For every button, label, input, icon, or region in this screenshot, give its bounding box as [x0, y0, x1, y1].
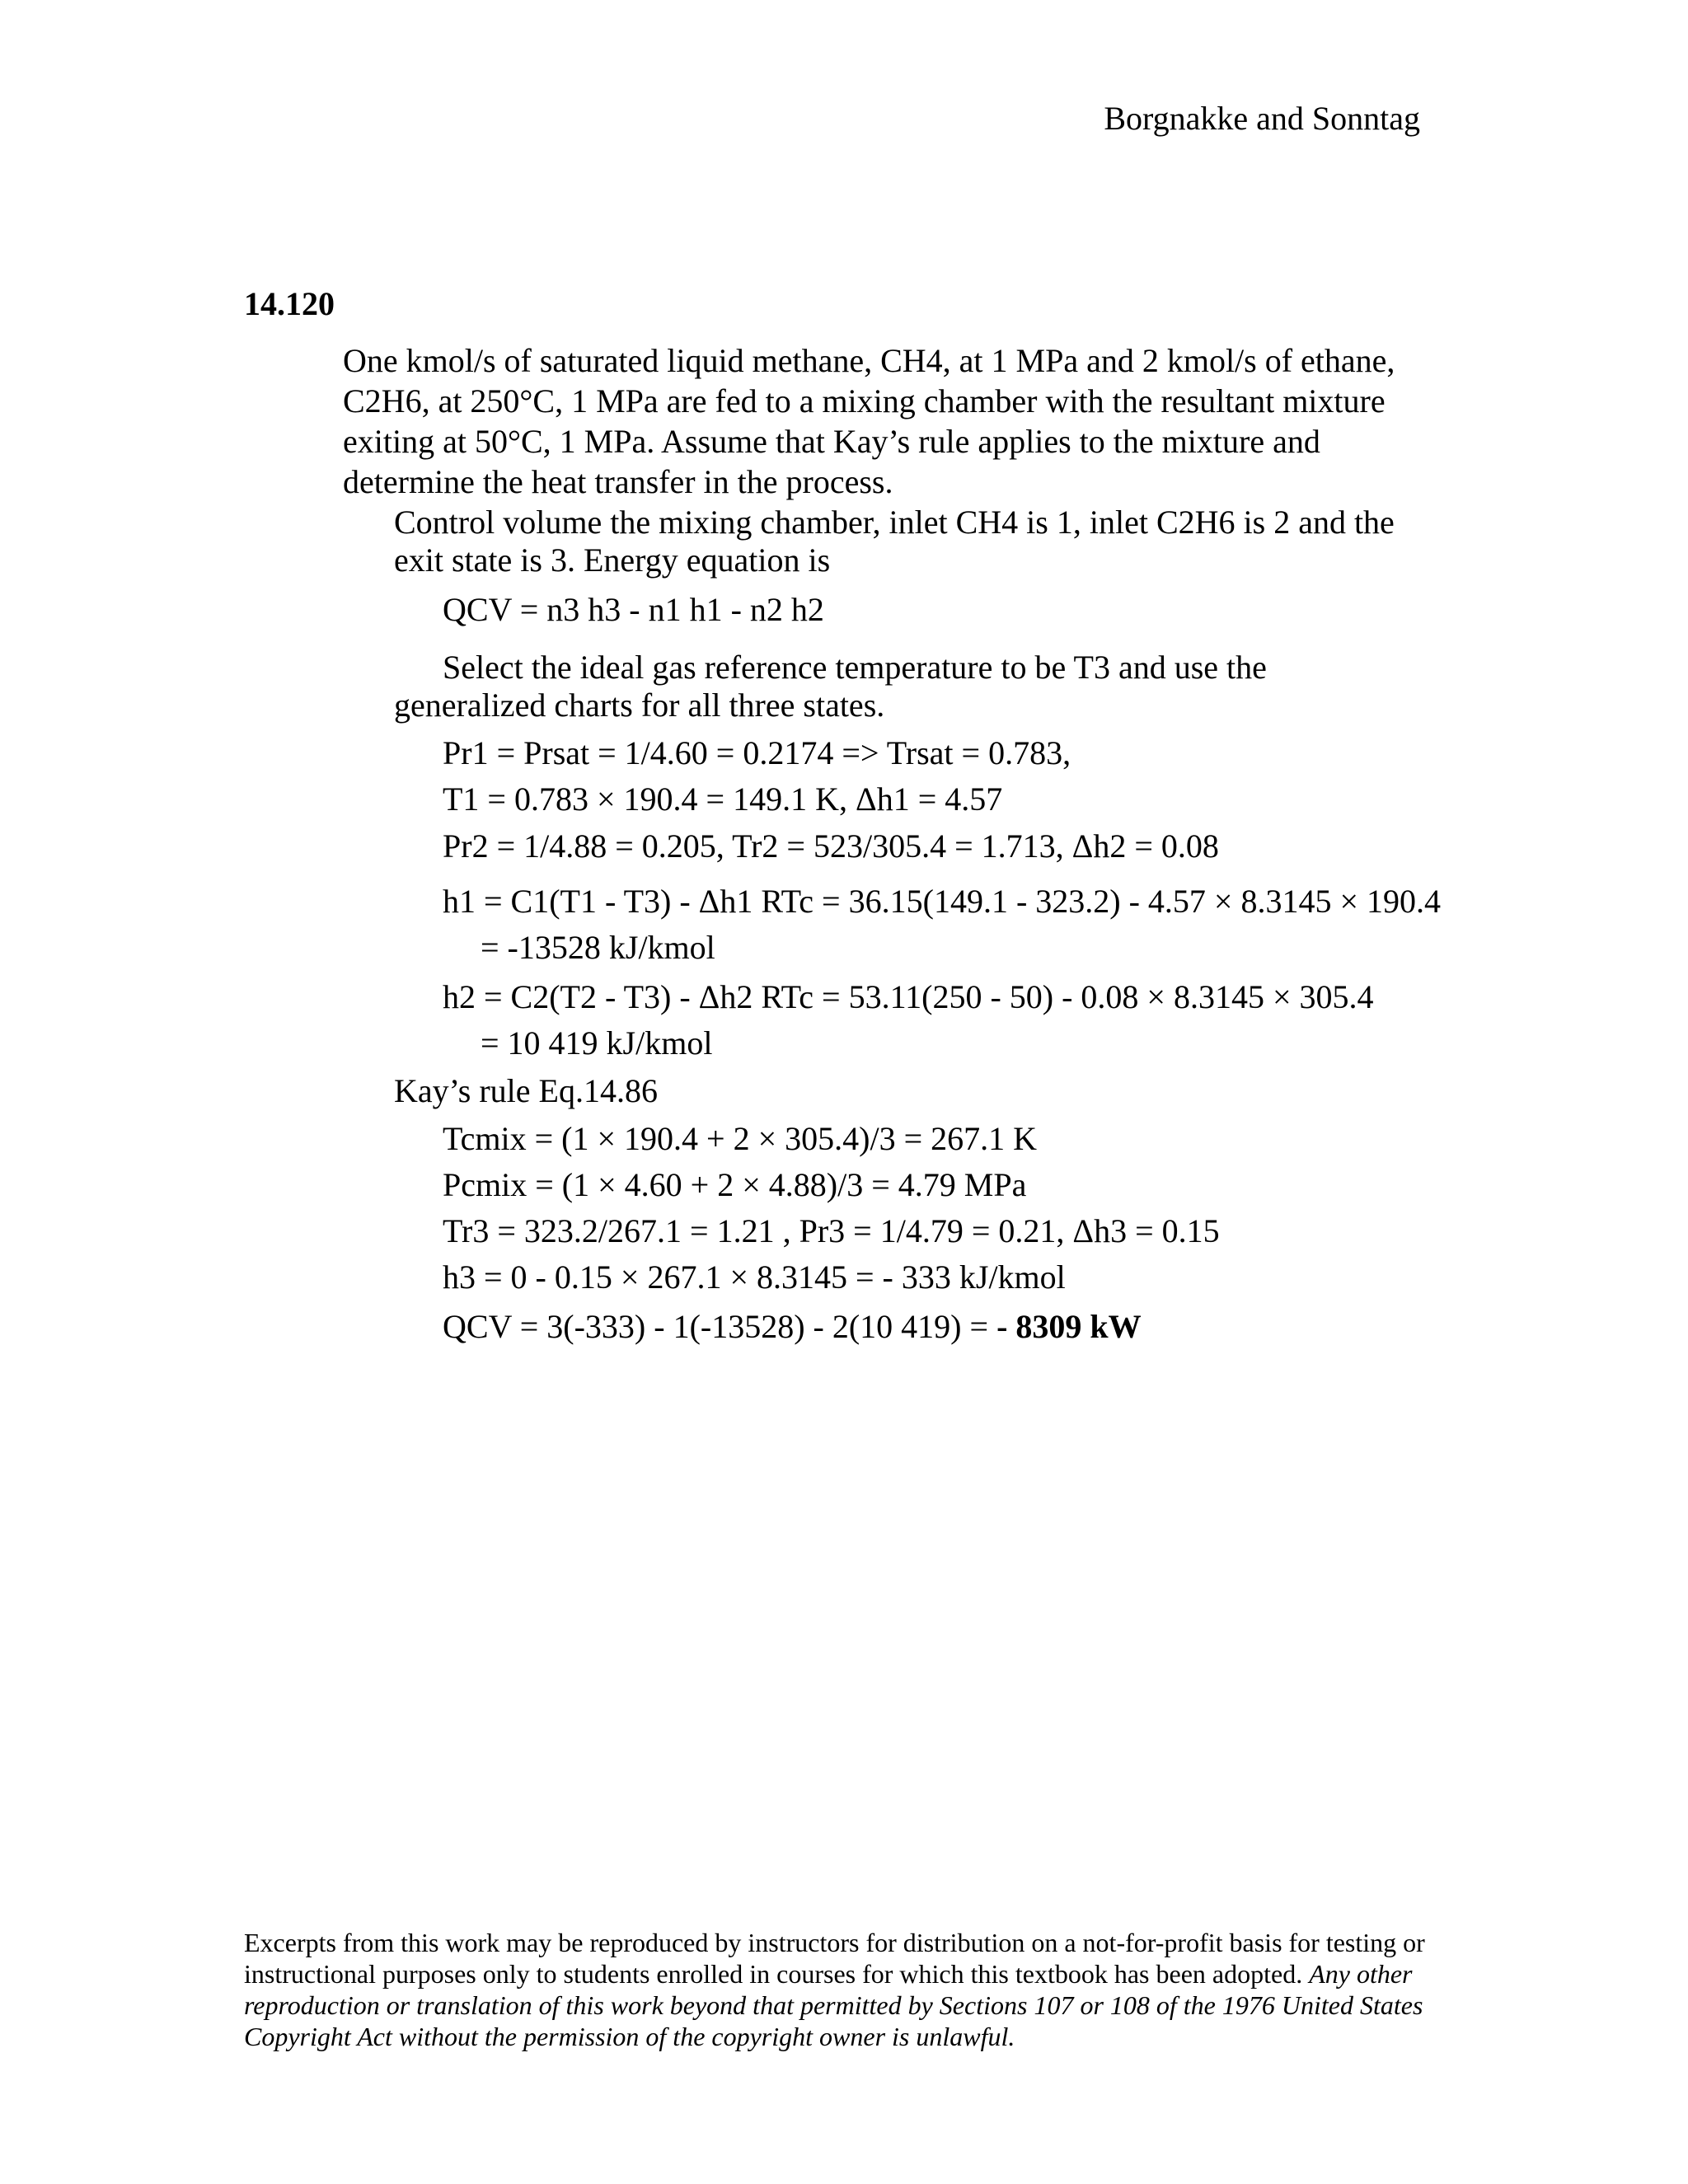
- kays-rule-heading: Kay’s rule Eq.14.86: [394, 1072, 658, 1109]
- enthalpy-h2-result: = 10 419 kJ/kmol: [481, 1024, 713, 1062]
- heat-transfer-equation: QCV = 3(-333) - 1(-13528) - 2(10 419) =: [443, 1308, 989, 1345]
- reduced-pressure-state1: Pr1 = Prsat = 1/4.60 = 0.2174 => Trsat = 0.783,: [443, 734, 1071, 771]
- reduced-state3: Tr3 = 323.2/267.1 = 1.21 , Pr3 = 1/4.79 = 0.21, Δh3 = 0.15: [443, 1212, 1220, 1249]
- control-volume-line-2: exit state is 3. Energy equation is: [394, 541, 831, 579]
- statement-line-3: exiting at 50°C, 1 MPa. Assume that Kay’s rule applies to the mixture and: [343, 423, 1320, 460]
- statement-line-2: C2H6, at 250°C, 1 MPa are fed to a mixing chamber with the resultant mixture: [343, 382, 1386, 419]
- copyright-footer: [244, 1927, 1447, 2052]
- footer-plain-text: Excerpts from this work may be reproduced by instructors for distribution on a not-for-profit basis for testing or instructional purposes only to students enrolled in courses for which this textbook has been adopted.: [244, 1928, 1425, 1989]
- enthalpy-h1-equation: h1 = C1(T1 - T3) - Δh1 RTc = 36.15(149.1 - 323.2) - 4.57 × 8.3145 × 190.4: [443, 883, 1442, 920]
- select-reference-line-2: generalized charts for all three states.: [394, 687, 885, 724]
- problem-statement: [343, 340, 1414, 502]
- page-header-author: Borgnakke and Sonntag: [1104, 100, 1420, 137]
- enthalpy-h1-result: = -13528 kJ/kmol: [481, 929, 715, 966]
- problem-number: 14.120: [244, 285, 335, 322]
- reduced-pressure-state2: Pr2 = 1/4.88 = 0.205, Tr2 = 523/305.4 = 1.713, Δh2 = 0.08: [443, 827, 1219, 865]
- select-reference-line-1: Select the ideal gas reference temperature to be T3 and use the: [443, 649, 1267, 686]
- critical-temperature-mix: Tcmix = (1 × 190.4 + 2 × 305.4)/3 = 267.1 K: [443, 1120, 1038, 1157]
- statement-line-4: determine the heat transfer in the process.: [343, 463, 893, 500]
- temperature-state1: T1 = 0.783 × 190.4 = 149.1 K, Δh1 = 4.57: [443, 780, 1003, 818]
- heat-transfer-result-line: [443, 1307, 1142, 1346]
- energy-equation: QCV = n3 h3 - n1 h1 - n2 h2: [443, 591, 824, 628]
- control-volume-line-1: Control volume the mixing chamber, inlet CH4 is 1, inlet C2H6 is 2 and the: [394, 504, 1395, 541]
- enthalpy-h3: h3 = 0 - 0.15 × 267.1 × 8.3145 = - 333 kJ/kmol: [443, 1258, 1066, 1296]
- enthalpy-h2-equation: h2 = C2(T2 - T3) - Δh2 RTc = 53.11(250 - 50) - 0.08 × 8.3145 × 305.4: [443, 978, 1374, 1015]
- footer-italic-text: Any other reproduction or translation of this work beyond that permitted by Sections 107 or 108 of the 1976 United States Copyright Act without the permission of the copyright owner is unlawful.: [244, 1959, 1423, 2051]
- heat-transfer-answer: - 8309 kW: [996, 1308, 1142, 1345]
- critical-pressure-mix: Pcmix = (1 × 4.60 + 2 × 4.88)/3 = 4.79 MPa: [443, 1166, 1027, 1203]
- statement-line-1: One kmol/s of saturated liquid methane, CH4, at 1 MPa and 2 kmol/s of ethane,: [343, 342, 1395, 379]
